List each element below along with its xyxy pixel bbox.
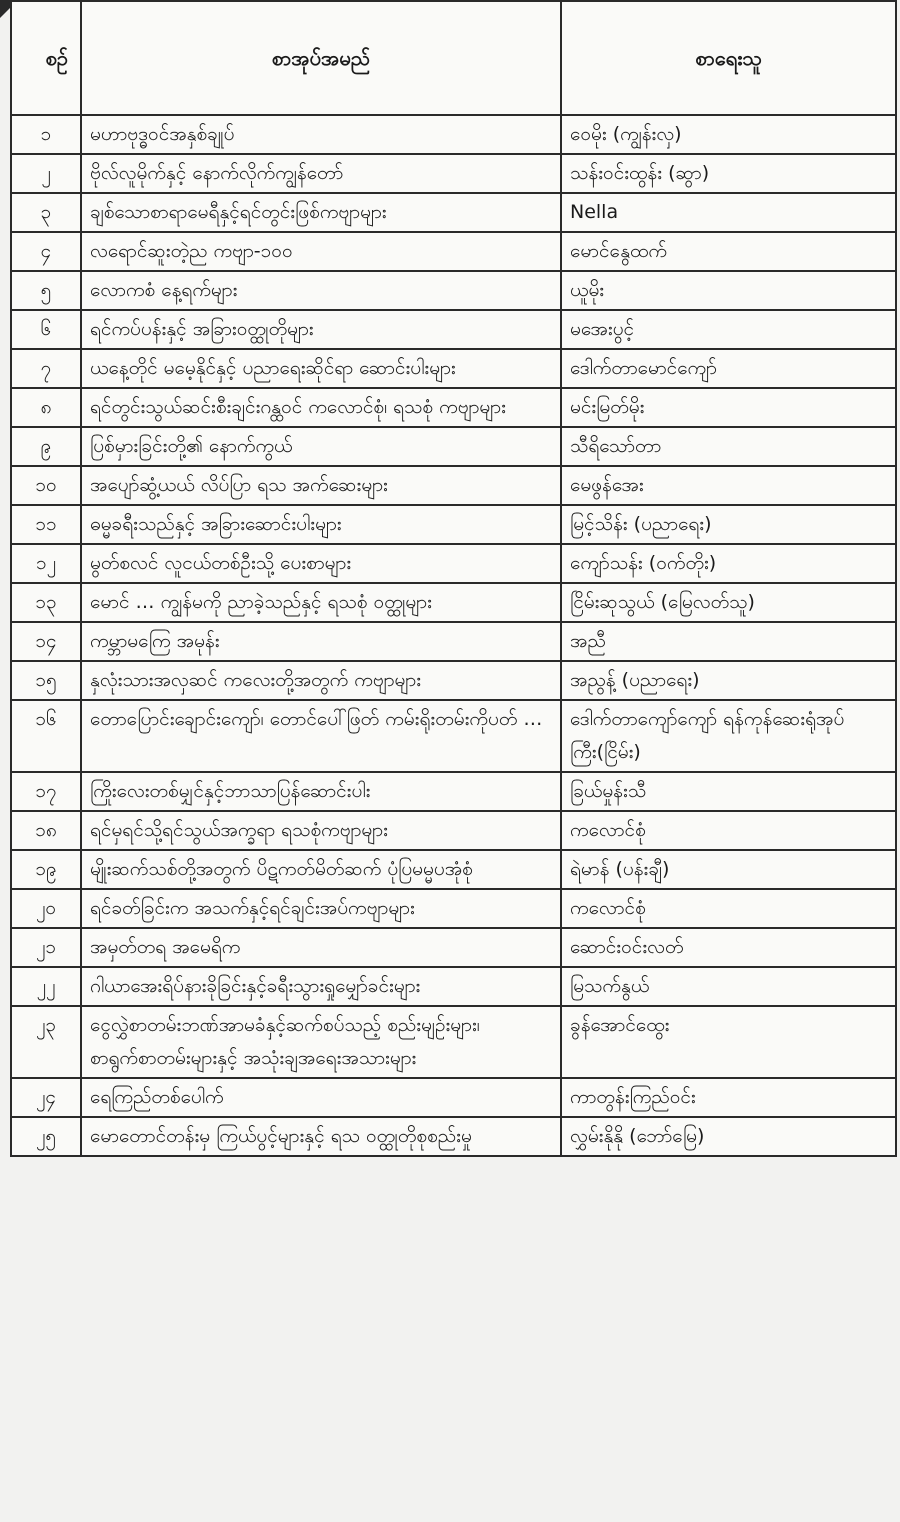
row-number: ၂၁ <box>11 928 81 967</box>
table-row <box>11 349 896 388</box>
row-number: ၃ <box>11 193 81 232</box>
book-title: ရင်ခတ်ခြင်းက အသက်နှင့်ရင်ချင်းအပ်ကဗျာများ <box>81 889 561 928</box>
book-author: မေဖွန်အေး <box>561 466 896 505</box>
book-author: သန်းဝင်းထွန်း (ဆွာ) <box>561 154 896 193</box>
book-author: သီရိသော်တာ <box>561 427 896 466</box>
row-number: ၁၉ <box>11 850 81 889</box>
table-row <box>11 700 896 772</box>
table-row <box>11 928 896 967</box>
row-number: ၁၅ <box>11 661 81 700</box>
table-row <box>11 1117 896 1156</box>
row-number: ၇ <box>11 349 81 388</box>
book-title: ရင်တွင်းသွယ်ဆင်းစီးချင်းဂန္ထဝင် ကလောင်စုံ၊ ရသစုံ ကဗျာများ <box>81 388 561 427</box>
book-author: မအေးပွင့် <box>561 310 896 349</box>
book-title: ငွေလွှဲစာတမ်းဘဏ်အာမခံနှင့်ဆက်စပ်သည့် စည်းမျဉ်းများ၊ စာရွက်စာတမ်းများနှင့် အသုံးချအရေးအသားများ <box>81 1006 561 1078</box>
book-author: ခွန်အောင်ထွေး <box>561 1006 896 1078</box>
row-number: ၂၀ <box>11 889 81 928</box>
row-number: ၁၇ <box>11 772 81 811</box>
book-title: အမှတ်တရ အမေရိက <box>81 928 561 967</box>
book-title: ဂါယာအေးရိပ်နားခိုခြင်းနှင့်ခရီးသွားရှုမျှော်ခင်းများ <box>81 967 561 1006</box>
table-row <box>11 388 896 427</box>
row-number: ၁၄ <box>11 622 81 661</box>
row-number: ၁၁ <box>11 505 81 544</box>
table-row <box>11 544 896 583</box>
table-row <box>11 889 896 928</box>
book-title: ရေကြည်တစ်ပေါက် <box>81 1078 561 1117</box>
table-row <box>11 427 896 466</box>
book-author: ကလောင်စုံ <box>561 889 896 928</box>
header-no: စဉ် <box>11 1 81 115</box>
book-author: မြသက်နွယ် <box>561 967 896 1006</box>
table-row <box>11 661 896 700</box>
book-title: မျိုးဆက်သစ်တို့အတွက် ပိဋကတ်မိတ်ဆက် ပုံပြမမ္မပအုံစုံ <box>81 850 561 889</box>
table-row <box>11 310 896 349</box>
book-title: မဟာဗုဒ္ဓဝင်အနှစ်ချုပ် <box>81 115 561 154</box>
book-author: အညီ <box>561 622 896 661</box>
book-author: ခြယ်မှုန်းသီ <box>561 772 896 811</box>
row-number: ၁၃ <box>11 583 81 622</box>
row-number: ၂၄ <box>11 1078 81 1117</box>
book-title: ရင်ကပ်ပန်းနှင့် အခြားဝတ္ထုတိုများ <box>81 310 561 349</box>
book-title: ယနေ့တိုင် မမေ့နိုင်နှင့် ပညာရေးဆိုင်ရာ ဆောင်းပါးများ <box>81 349 561 388</box>
book-title: မွတ်စလင် လူငယ်တစ်ဦးသို့ ပေးစာများ <box>81 544 561 583</box>
book-title: အပျော်ဆွံ့ယယ် လိပ်ပြာ ရသ အက်ဆေးများ <box>81 466 561 505</box>
book-author: မင်းမြတ်မိုး <box>561 388 896 427</box>
row-number: ၆ <box>11 310 81 349</box>
book-author: ကလောင်စုံ <box>561 811 896 850</box>
book-title: နှလုံးသားအလှဆင် ကလေးတို့အတွက် ကဗျာများ <box>81 661 561 700</box>
row-number: ၁၈ <box>11 811 81 850</box>
row-number: ၁ <box>11 115 81 154</box>
book-author: ယူမိုး <box>561 271 896 310</box>
book-title: ချစ်သောစာရာမေရီနှင့်ရင်တွင်းဖြစ်ကဗျာများ <box>81 193 561 232</box>
table-row <box>11 622 896 661</box>
table-row <box>11 967 896 1006</box>
row-number: ၂၃ <box>11 1006 81 1078</box>
table-row <box>11 154 896 193</box>
book-author: လွှမ်းနိုနို (ဘော်မြေ) <box>561 1117 896 1156</box>
table-row <box>11 850 896 889</box>
row-number: ၅ <box>11 271 81 310</box>
table-row <box>11 1006 896 1078</box>
book-author: ရဲမာန် (ပန်းချီ) <box>561 850 896 889</box>
header-row <box>11 1 896 115</box>
row-number: ၂ <box>11 154 81 193</box>
book-author: Nella <box>561 193 896 232</box>
book-author: ဝေမိုး (ကျွန်းလှ) <box>561 115 896 154</box>
table-row <box>11 115 896 154</box>
table-row <box>11 811 896 850</box>
book-title: လောကစံ နေ့ရက်များ <box>81 271 561 310</box>
book-author: ကျော်သန်း (ဝက်တိုး) <box>561 544 896 583</box>
book-list-table <box>10 0 897 1157</box>
table-row <box>11 772 896 811</box>
table-row <box>11 232 896 271</box>
table-row <box>11 193 896 232</box>
table-row <box>11 1078 896 1117</box>
book-title: ကြိုးလေးတစ်မျှင်နှင့်ဘာသာပြန်ဆောင်းပါး <box>81 772 561 811</box>
row-number: ၈ <box>11 388 81 427</box>
row-number: ၂၅ <box>11 1117 81 1156</box>
table-row <box>11 271 896 310</box>
header-author: စာရေးသူ <box>561 1 896 115</box>
book-author: ဆောင်းဝင်းလတ် <box>561 928 896 967</box>
book-title: မောင် … ကျွန်မကို ညာခဲ့သည်နှင့် ရသစုံ ဝတ္ထုများ <box>81 583 561 622</box>
book-title: ရင်မှရင်သို့ရင်သွယ်အက္ခရာ ရသစုံကဗျာများ <box>81 811 561 850</box>
header-title: စာအုပ်အမည် <box>81 1 561 115</box>
book-title: မောတောင်တန်းမှ ကြယ်ပွင့်များနှင့် ရသ ဝတ္ထုတိုစုစည်းမှု <box>81 1117 561 1156</box>
book-author: မြင့်သိန်း (ပညာရေး) <box>561 505 896 544</box>
book-title: ပြစ်မှားခြင်းတို့၏ နောက်ကွယ် <box>81 427 561 466</box>
book-author: ဒေါက်တာမောင်ကျော် <box>561 349 896 388</box>
book-author: ဒေါက်တာကျော်ကျော် ရန်ကုန်ဆေးရုံအုပ်ကြီး(ငြိမ်း) <box>561 700 896 772</box>
row-number: ၉ <box>11 427 81 466</box>
book-author: အညွန့် (ပညာရေး) <box>561 661 896 700</box>
book-title: တောပြောင်းချောင်းကျော်၊ တောင်ပေါ်ဖြတ် ကမ်းရိုးတမ်းကိုပတ် … <box>81 700 561 772</box>
row-number: ၁၆ <box>11 700 81 772</box>
book-title: ကမ္ဘာမကြေ အမုန်း <box>81 622 561 661</box>
table-row <box>11 505 896 544</box>
book-author: ကာတွန်းကြည်ဝင်း <box>561 1078 896 1117</box>
row-number: ၂၂ <box>11 967 81 1006</box>
table-row <box>11 583 896 622</box>
book-title: ဓမ္မခရီးသည်နှင့် အခြားဆောင်းပါးများ <box>81 505 561 544</box>
book-title: လရောင်ဆူးတဲ့ည ကဗျာ-၁၀၀ <box>81 232 561 271</box>
row-number: ၁၀ <box>11 466 81 505</box>
book-author: ငြိမ်းဆုသွယ် (မြေလတ်သူ) <box>561 583 896 622</box>
book-title: ဗိုလ်လူမိုက်နှင့် နောက်လိုက်ကျွန်တော် <box>81 154 561 193</box>
row-number: ၁၂ <box>11 544 81 583</box>
table-row <box>11 466 896 505</box>
row-number: ၄ <box>11 232 81 271</box>
book-author: မောင်နွေထက် <box>561 232 896 271</box>
